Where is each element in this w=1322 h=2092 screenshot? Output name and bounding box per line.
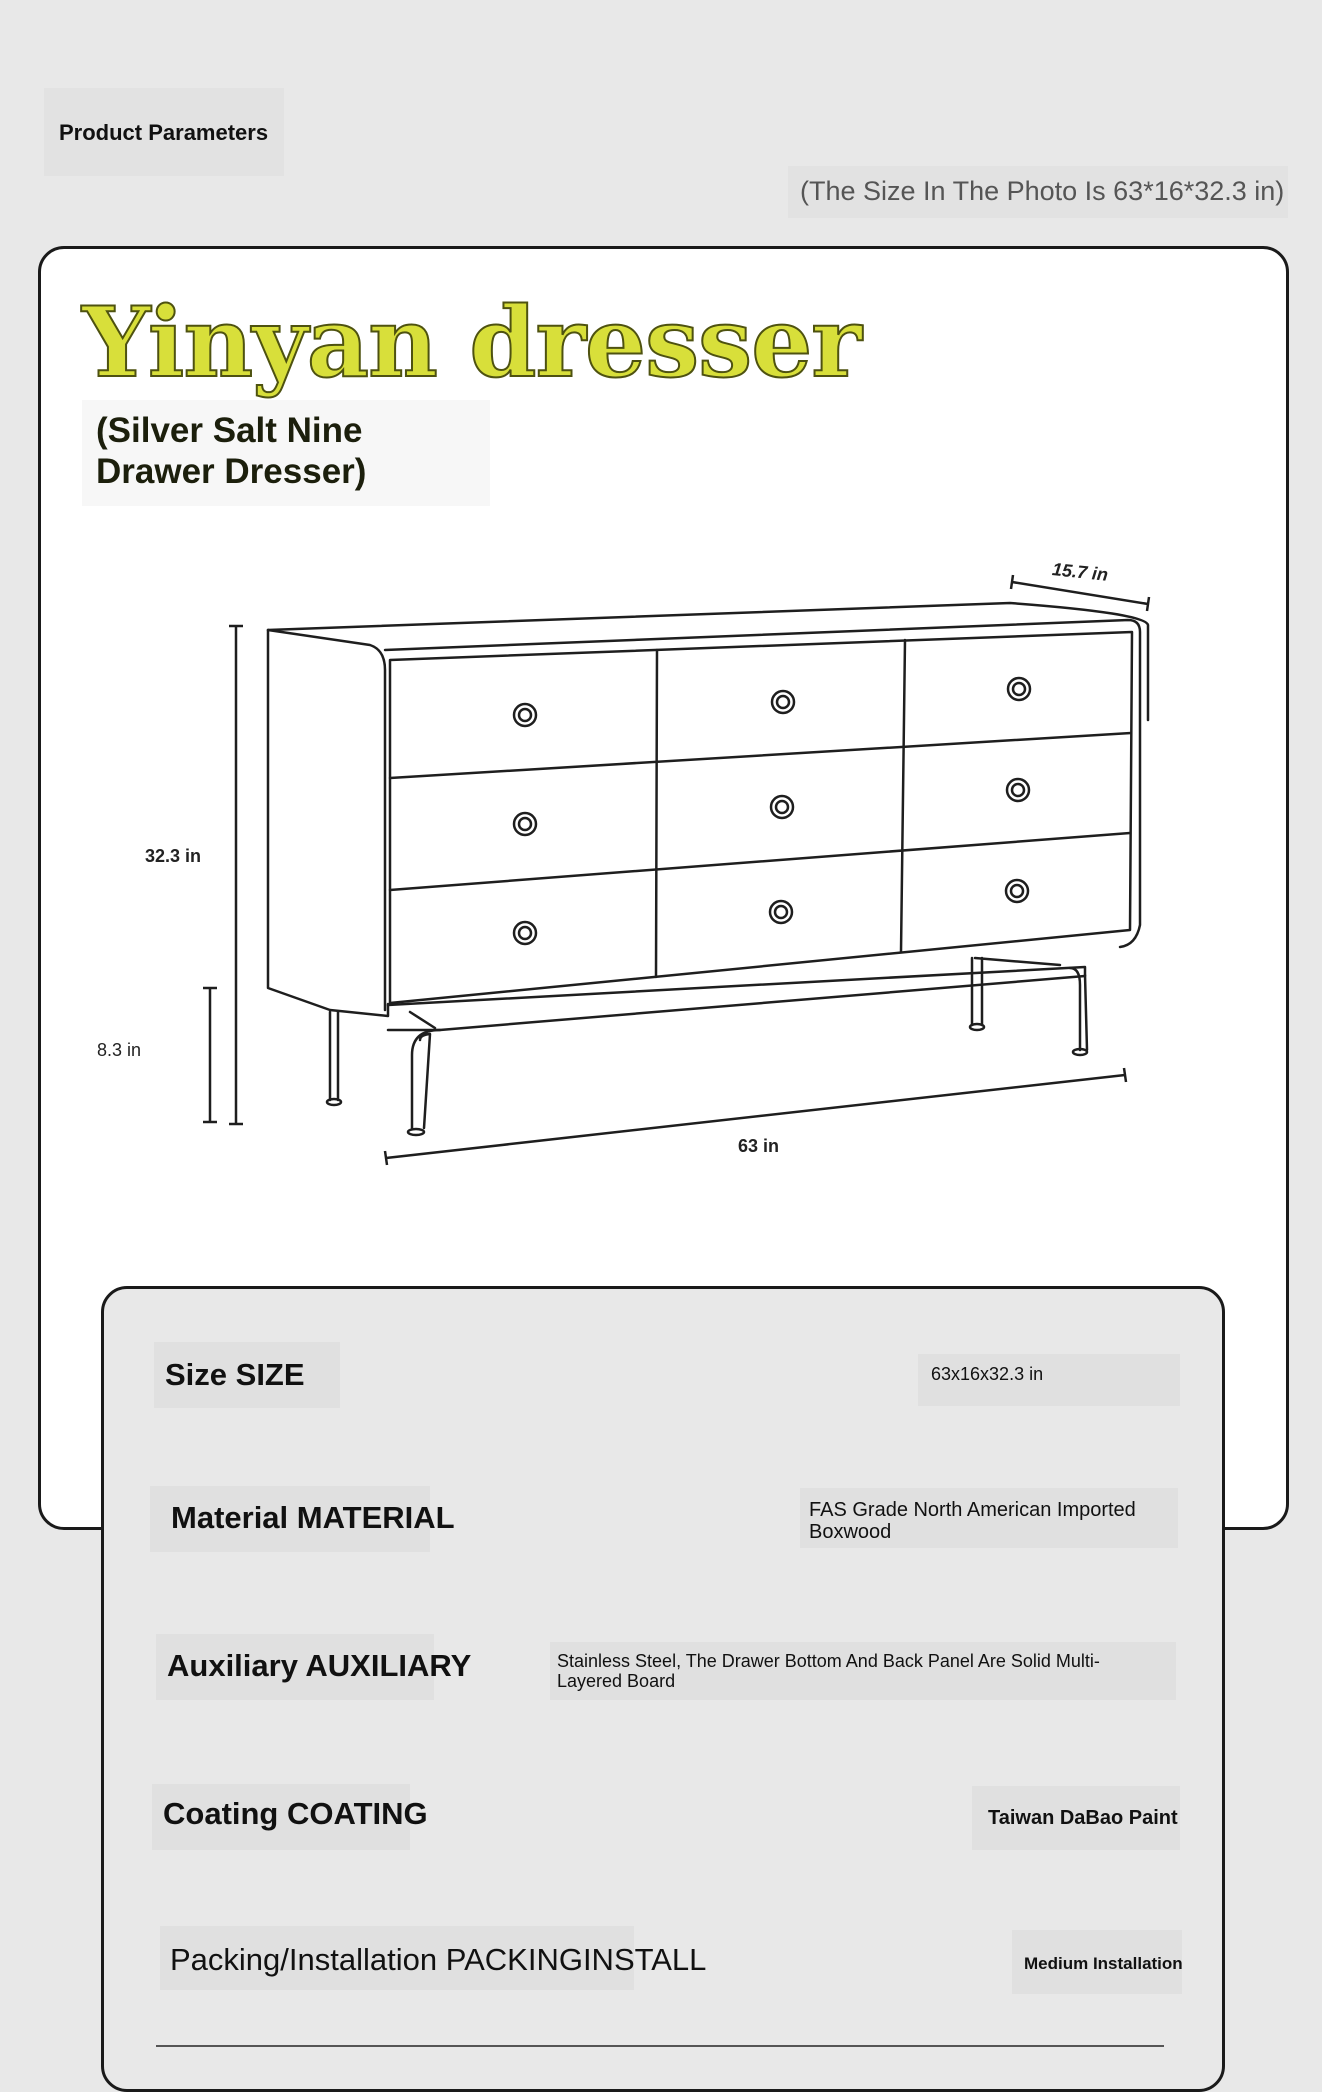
param-label-coating: Coating COATING: [163, 1796, 428, 1831]
dresser-bottom-rail: [388, 967, 1085, 1030]
drawer-knob: [1008, 678, 1030, 700]
leg-height-dimension-line: [203, 988, 217, 1122]
dresser-side-panel: [268, 630, 388, 1016]
drawer-knob: [771, 796, 793, 818]
height-label: 32.3 in: [145, 846, 202, 866]
param-value-size: 63x16x32.3 in: [931, 1364, 1044, 1384]
drawer-divider-col-1: [656, 650, 657, 977]
param-value-auxiliary: Stainless Steel, The Drawer Bottom And Back Panel Are Solid Multi-Layered Board: [557, 1651, 1100, 1691]
drawer-knob: [514, 704, 536, 726]
drawer-knob: [770, 901, 792, 923]
leg-front-right: [1070, 968, 1087, 1050]
leg-back-left: [330, 1012, 338, 1100]
leg-back-right: [972, 958, 982, 1025]
leg-height-label: 8.3 in: [97, 1040, 142, 1060]
depth-label: 15.7 in: [1051, 559, 1109, 585]
drawer-knob: [1006, 880, 1028, 902]
param-label-material: Material MATERIAL: [171, 1500, 455, 1535]
drawer-knob: [1007, 779, 1029, 801]
param-value-packing-installation: Medium Installation: [1024, 1954, 1183, 1973]
param-label-auxiliary: Auxiliary AUXILIARY: [167, 1648, 472, 1683]
param-label-size: Size SIZE: [165, 1357, 305, 1392]
param-label-packing-installation: Packing/Installation PACKINGINSTALL: [170, 1942, 707, 1977]
dresser-line-drawing: [80, 540, 1180, 1180]
drawer-knob: [514, 922, 536, 944]
section-title: Product Parameters: [59, 120, 269, 145]
size-note: (The Size In The Photo Is 63*16*32.3 in): [800, 176, 1285, 206]
param-value-coating: Taiwan DaBao Paint: [988, 1807, 1178, 1829]
drawer-divider-row-1: [390, 733, 1131, 778]
height-dimension-line: [229, 626, 243, 1124]
product-title: Yinyan dresser: [82, 286, 861, 399]
param-value-material: FAS Grade North American Imported Boxwood: [809, 1499, 1136, 1543]
drawer-divider-col-2: [901, 640, 905, 952]
divider: [156, 2045, 1164, 2047]
drawer-knob: [514, 813, 536, 835]
dresser-top: [268, 603, 1148, 720]
drawer-knob: [772, 691, 794, 713]
leg-front-left: [412, 1030, 440, 1128]
width-label: 63 in: [738, 1136, 780, 1156]
product-subtitle: (Silver Salt Nine Drawer Dresser): [96, 411, 367, 491]
